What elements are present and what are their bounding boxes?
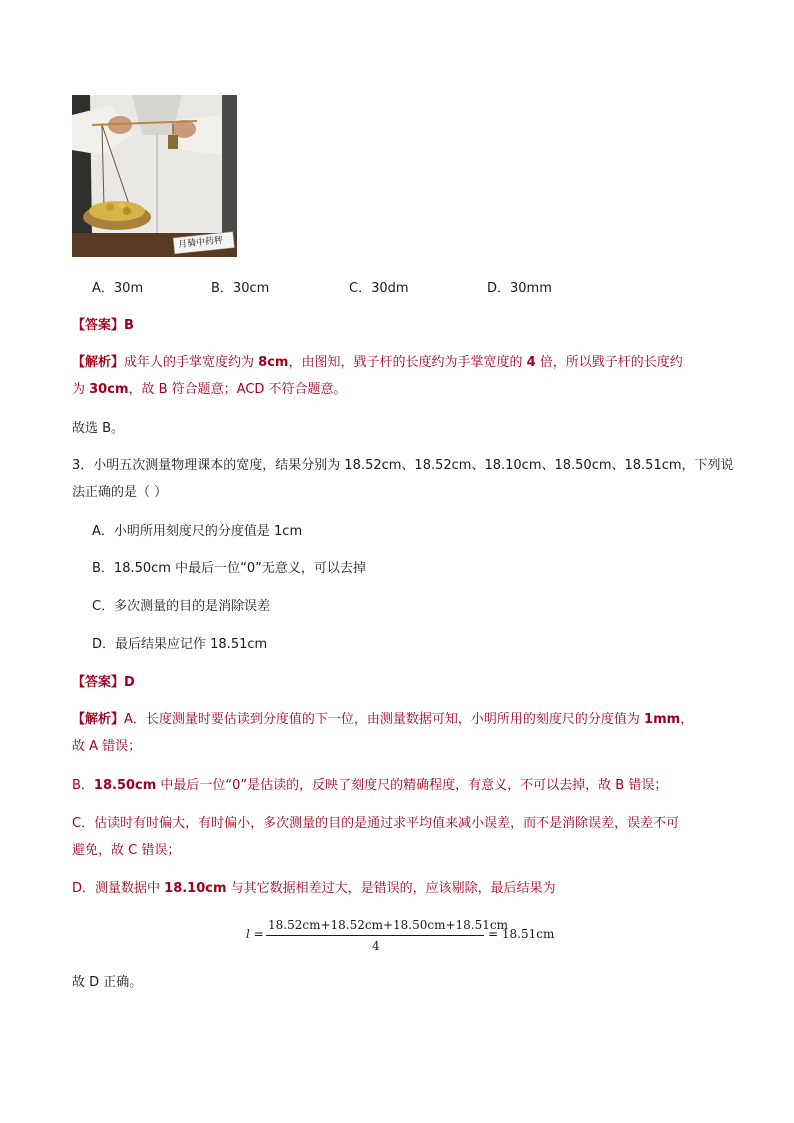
answer-value: B xyxy=(124,318,134,333)
photo-caption: 月骑中药秤 xyxy=(177,235,224,251)
analysis-value: 18.10cm xyxy=(164,881,227,896)
analysis-text: 中最后一位“0”是估读的，反映了刻度尺的精确程度，有意义，不可以去掉，故 B 错误； xyxy=(156,778,668,793)
q2-option-b xyxy=(211,280,269,298)
option-letter: B． xyxy=(211,281,233,296)
analysis-text: ，故 B 符合题意；ACD 不符合题意。 xyxy=(128,382,347,397)
q3-analysis-a-line2: 故 A 错误； xyxy=(72,739,142,754)
q3-option-a: A．小明所用刻度尺的分度值是 1cm xyxy=(92,524,303,539)
analysis-value: 8cm xyxy=(258,355,289,370)
option-value: 30m xyxy=(113,281,144,296)
q2-analysis-line1 xyxy=(72,354,683,372)
option-value: 30cm xyxy=(232,281,270,296)
analysis-label: 【解析】 xyxy=(72,712,125,727)
analysis-text: B． xyxy=(72,778,94,793)
q2-option-c xyxy=(349,280,409,298)
q2-analysis-line2 xyxy=(72,381,347,399)
analysis-value: 4 xyxy=(526,355,536,370)
q3-option-b: B．18.50cm 中最后一位“0”无意义，可以去掉 xyxy=(92,561,366,576)
analysis-value: 1mm xyxy=(644,712,681,727)
answer-label: 【答案】 xyxy=(72,675,125,690)
analysis-value: 30cm xyxy=(89,382,129,397)
analysis-text: D．测量数据中 xyxy=(72,881,165,896)
formula-numerator: 18.52cm+18.52cm+18.50cm+18.51cm xyxy=(268,918,508,932)
analysis-text: 与其它数据相差过大，是错误的，应该剔除，最后结果为 xyxy=(226,881,556,896)
balance-scale-photo xyxy=(72,95,237,257)
analysis-text: 倍，所以戥子杆的长度约 xyxy=(535,355,683,370)
answer-value: D xyxy=(124,675,135,690)
analysis-value: 18.50cm xyxy=(93,778,157,793)
option-letter: D． xyxy=(487,281,511,296)
option-value: 30mm xyxy=(510,281,552,296)
q2-conclusion: 故选 B。 xyxy=(72,421,125,436)
q3-analysis-d xyxy=(72,880,556,898)
q3-option-d: D．最后结果应记作 18.51cm xyxy=(92,637,268,652)
answer-label: 【答案】 xyxy=(72,318,125,333)
analysis-text: ， xyxy=(680,712,694,727)
formula-denominator: 4 xyxy=(372,939,380,953)
option-letter: A． xyxy=(92,281,114,296)
analysis-text: 成年人的手掌宽度约为 xyxy=(124,355,259,370)
formula-rhs: = 18.51cm xyxy=(488,927,555,941)
q3-analysis-c-line2: 避免，故 C 错误； xyxy=(72,843,181,858)
analysis-text: 为 xyxy=(72,382,90,397)
q3-stem-line1: 3．小明五次测量物理课本的宽度，结果分别为 18.52cm、18.52cm、18.10cm、18.50cm、18.51cm，下列说 xyxy=(72,458,734,473)
q2-answer xyxy=(72,317,134,335)
analysis-text: ，由图知，戥子杆的长度约为手掌宽度的 xyxy=(288,355,527,370)
analysis-label: 【解析】 xyxy=(72,355,125,370)
fraction-bar xyxy=(266,935,484,936)
formula-lhs: l = xyxy=(246,927,264,941)
q3-analysis-c-line1: C．估读时有时偏大，有时偏小，多次测量的目的是通过求平均值来减小误差，而不是消除误差，误差不可 xyxy=(72,816,680,831)
q3-analysis-b xyxy=(72,777,667,795)
analysis-text: A．长度测量时要估读到分度值的下一位，由测量数据可知，小明所用的刻度尺的分度值为 xyxy=(124,712,645,727)
option-value: 30dm xyxy=(371,281,409,296)
q3-stem-line2: 法正确的是（ ） xyxy=(72,485,168,500)
option-letter: C． xyxy=(349,281,372,296)
q3-conclusion: 故 D 正确。 xyxy=(72,975,143,990)
q2-option-a xyxy=(92,280,143,298)
q3-option-c: C．多次测量的目的是消除误差 xyxy=(92,599,271,614)
q3-answer xyxy=(72,674,135,692)
q2-option-d xyxy=(487,280,552,298)
q3-analysis-a-line1 xyxy=(72,711,693,729)
